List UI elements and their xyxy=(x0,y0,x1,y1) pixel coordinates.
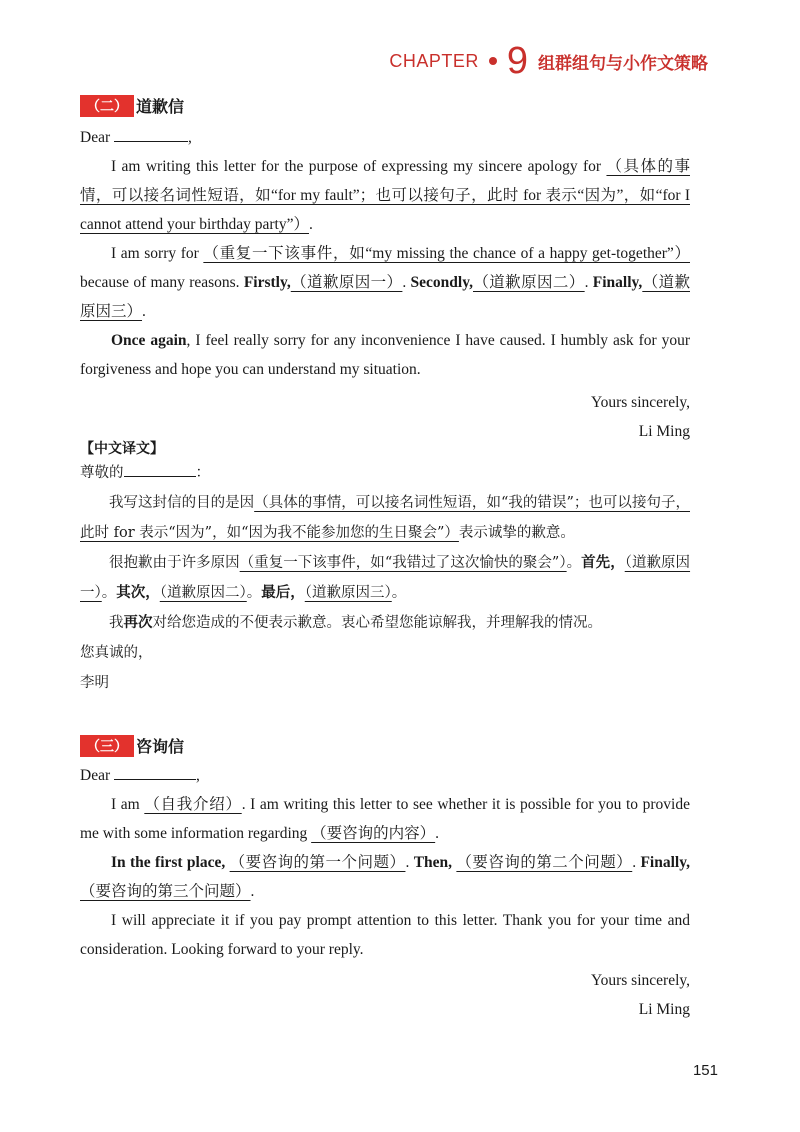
text: 表示诚挚的歉意。 xyxy=(458,525,575,541)
fill-in-hint: （道歉原因一） xyxy=(290,274,403,291)
fill-in-hint: （要咨询的第二个问题） xyxy=(456,854,633,871)
text: . I am writing this letter to see whether it is possible for you to provide me with some information regarding xyxy=(80,796,690,842)
chapter-header xyxy=(389,42,708,80)
transition-word: Then, xyxy=(413,854,453,871)
cn-paragraph-2 xyxy=(80,548,690,608)
letter-paragraph-1 xyxy=(80,152,690,239)
section-title: 咨询信 xyxy=(136,737,185,756)
apology-letter-section xyxy=(80,94,690,446)
text: 我写这封信的目的是因 xyxy=(109,495,255,511)
section-heading xyxy=(80,734,690,757)
text: 。 xyxy=(391,585,407,601)
fill-in-hint: （要咨询的内容） xyxy=(311,825,436,842)
transition-word: 首先， xyxy=(581,554,625,571)
text: . xyxy=(250,883,255,900)
text: because of many reasons. xyxy=(80,274,244,291)
fill-in-hint: （自我介绍） xyxy=(144,796,242,813)
letter-paragraph-2 xyxy=(80,239,690,326)
text: ： xyxy=(195,465,210,481)
section-title: 道歉信 xyxy=(136,97,185,116)
dear-label: Dear xyxy=(80,767,111,784)
dear-label: Dear xyxy=(80,129,111,146)
transition-word: 最后， xyxy=(261,584,305,601)
fill-in-hint: （道歉原因三） xyxy=(80,274,690,320)
translation-section xyxy=(80,438,690,698)
text: 尊敬的 xyxy=(80,465,124,481)
cn-paragraph-1 xyxy=(80,488,690,548)
signature-name: Li Ming xyxy=(638,423,690,440)
text: . xyxy=(435,825,440,842)
recipient-blank xyxy=(124,462,196,477)
fill-in-hint: （具体的事情，可以接名词性短语，如“我的错误”；也可以接句子，此时 for 表示“因为”，如“因为我不能参加您的生日聚会”） xyxy=(80,495,690,541)
fill-in-hint: （道歉原因二） xyxy=(159,585,247,601)
fill-in-hint: （重复一下该事件，如“我错过了这次愉快的聚会”） xyxy=(239,555,567,571)
fill-in-hint: （重复一下该事件，如“my missing the chance of a happy get-together”） xyxy=(203,245,690,262)
bullet-dot-icon xyxy=(489,57,497,65)
inquiry-letter-section xyxy=(80,734,690,1024)
letter-paragraph-1 xyxy=(80,790,690,848)
signature-name: Li Ming xyxy=(638,1001,690,1018)
letter-paragraph-3 xyxy=(80,326,690,384)
text: 很抱歉由于许多原因 xyxy=(109,555,240,571)
recipient-blank xyxy=(114,765,196,780)
cn-paragraph-3 xyxy=(80,608,690,638)
recipient-blank xyxy=(114,127,188,142)
section-badge: （三） xyxy=(80,735,134,757)
transition-word: Finally, xyxy=(640,854,690,871)
transition-word: Firstly, xyxy=(243,274,291,291)
text: . xyxy=(308,216,313,233)
text: . xyxy=(584,274,589,291)
fill-in-hint: （具体的事情，可以接名词性短语，如“for my fault”；也可以接句子，此时 for 表示“因为”，如“for I cannot attend your birthday party”） xyxy=(80,158,690,233)
transition-word: Secondly, xyxy=(410,274,473,291)
text: . xyxy=(142,303,146,320)
chapter-title: 组群组句与小作文策略 xyxy=(538,53,708,74)
text: I am sorry for xyxy=(111,245,204,262)
text: . xyxy=(402,274,411,291)
closing: Yours sincerely, xyxy=(590,972,690,989)
text: . xyxy=(405,854,414,871)
fill-in-hint: （要咨询的第一个问题） xyxy=(229,854,406,871)
text: 对给您造成的不便表示歉意。衷心希望您能谅解我，并理解我的情况。 xyxy=(152,615,602,631)
text: I am xyxy=(111,796,145,813)
transition-word: In the first place, xyxy=(111,854,226,871)
text: . xyxy=(632,854,637,871)
text: , I feel really sorry for any inconvenience I have caused. I humbly ask for your forgiveness and hope you can understand my situation. xyxy=(80,332,690,378)
transition-word: Once again xyxy=(111,332,187,349)
page-number: 151 xyxy=(692,1062,718,1079)
text: 。 xyxy=(566,555,582,571)
fill-in-hint: （要咨询的第三个问题） xyxy=(80,883,251,900)
text: I am writing this letter for the purpose of expressing my sincere apology for xyxy=(111,158,607,175)
letter-paragraph-2 xyxy=(80,848,690,906)
fill-in-hint: （道歉原因二） xyxy=(473,274,585,291)
salutation: Dear , xyxy=(80,767,200,784)
cn-closing: 您真诚的， xyxy=(80,645,153,661)
chapter-word: CHAPTER xyxy=(389,50,479,71)
transition-word: 其次， xyxy=(116,584,160,601)
text: 。 xyxy=(101,585,117,601)
transition-word: Finally, xyxy=(592,274,643,291)
section-heading xyxy=(80,94,690,117)
fill-in-hint: （道歉原因三） xyxy=(304,585,392,601)
section-badge: （二） xyxy=(80,95,134,117)
salutation: Dear , xyxy=(80,129,192,146)
cn-salutation xyxy=(80,458,690,488)
transition-word: 再次 xyxy=(123,614,153,631)
closing: Yours sincerely, xyxy=(590,394,690,411)
cn-signature-name: 李明 xyxy=(80,675,109,691)
translation-heading: 【中文译文】 xyxy=(80,441,164,457)
fill-in-hint: （道歉原因一） xyxy=(80,555,691,601)
chapter-number: 9 xyxy=(506,40,528,82)
text: 我 xyxy=(109,615,124,631)
text: 。 xyxy=(246,585,262,601)
letter-paragraph-3: I will appreciate it if you pay prompt attention to this letter. Thank you for your time and consideration. Looking forward to your reply. xyxy=(80,912,690,958)
